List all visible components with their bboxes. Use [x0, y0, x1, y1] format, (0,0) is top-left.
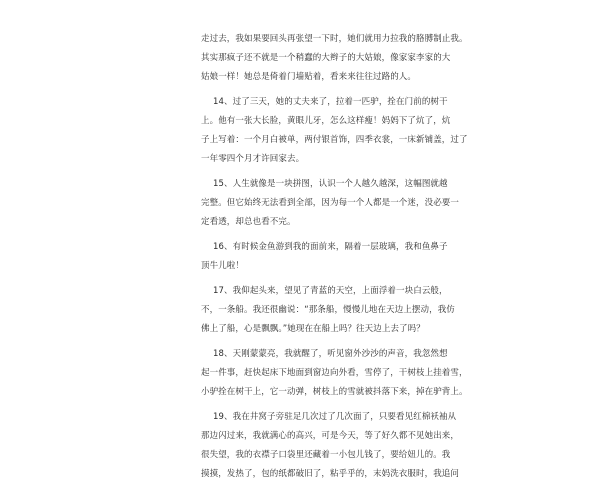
text-line: 很失望，我的衣襟子口袋里还藏着一小包儿钱了，要给妞儿的。我 [201, 450, 451, 460]
text-line: 18、天刚蒙蒙亮，我就醒了，听见窗外沙沙的声音，我忽然想 [213, 349, 448, 359]
text-line: 16、有时候金鱼游到我的面前来，隔着一层玻璃，我和鱼鼻子 [213, 242, 448, 252]
paragraph [0, 282, 600, 339]
paragraph [0, 238, 600, 276]
text-line: 14、过了三天，她的丈夫来了，拉着一匹驴，拴在门前的树干 [213, 97, 448, 107]
text-line: 摸摸，发热了，包的纸都破旧了，粘乎乎的，末妈洗衣服时，我追问 [201, 469, 460, 479]
text-line: 顶牛儿啦！ [201, 261, 245, 271]
text-line: 子上写着：一个月白被单，两付银首饰，四季衣裳，一床新铺盖，过了 [201, 135, 468, 145]
text-line: 不，一条船。我还很幽说：“那条船，慢慢儿地在天边上摆动，我仿 [201, 305, 455, 315]
paragraph [0, 175, 600, 232]
text-line: 19、我在井窝子旁驻足几次过了几次面了，只要看见红棉袄袖从 [213, 412, 457, 422]
text-line: 那边闪过来，我就满心的高兴，可是今天，等了好久都不见她出来， [201, 431, 460, 441]
text-line: 其实那疯子还不就是一个稍蠢的大辫子的大姑娘，像家家李家的大 [201, 53, 451, 63]
text-line: 起一件事，赶快起床下地面到窗边向外看，雪停了，干树枝上挂着雪， [201, 368, 468, 378]
text-line: 一年零四个月才许回家去。 [201, 154, 305, 164]
text-line: 小驴拴在树干上，它一动弹，树枝上的雪就被抖落下来，掉在驴背上。 [201, 387, 468, 397]
text-line: 15、人生就像是一块拼图，认识一个人越久越深，这幅图就越 [213, 179, 448, 189]
paragraph [0, 30, 600, 87]
paragraph [0, 345, 600, 402]
text-line: 佛上了船，心是飘飘。”她现在在船上吗？往天边上去了吗？ [201, 324, 425, 334]
text-line: 定看透，却总也看不完。 [201, 217, 296, 227]
text-line: 17、我仰起头来，望见了青蓝的天空，上面浮着一块白云般， [213, 286, 448, 296]
text-line: 上。他有一张大长脸，黄眼儿牙，怎么这样瘦！妈妈下了炕了，炕 [201, 116, 451, 126]
text-line: 走过去，我如果要回头再张望一下时，她们就用力拉我的胳膊制止我。 [201, 34, 468, 44]
text-line: 姑娘一样！她总是倚着门墙贴着，看来来往往过路的人。 [201, 72, 417, 82]
text-line: 完整。但它始终无法看到全部，因为每一个人都是一个迷，没必要一 [201, 198, 460, 208]
paragraph [0, 93, 600, 169]
paragraph [0, 408, 600, 484]
